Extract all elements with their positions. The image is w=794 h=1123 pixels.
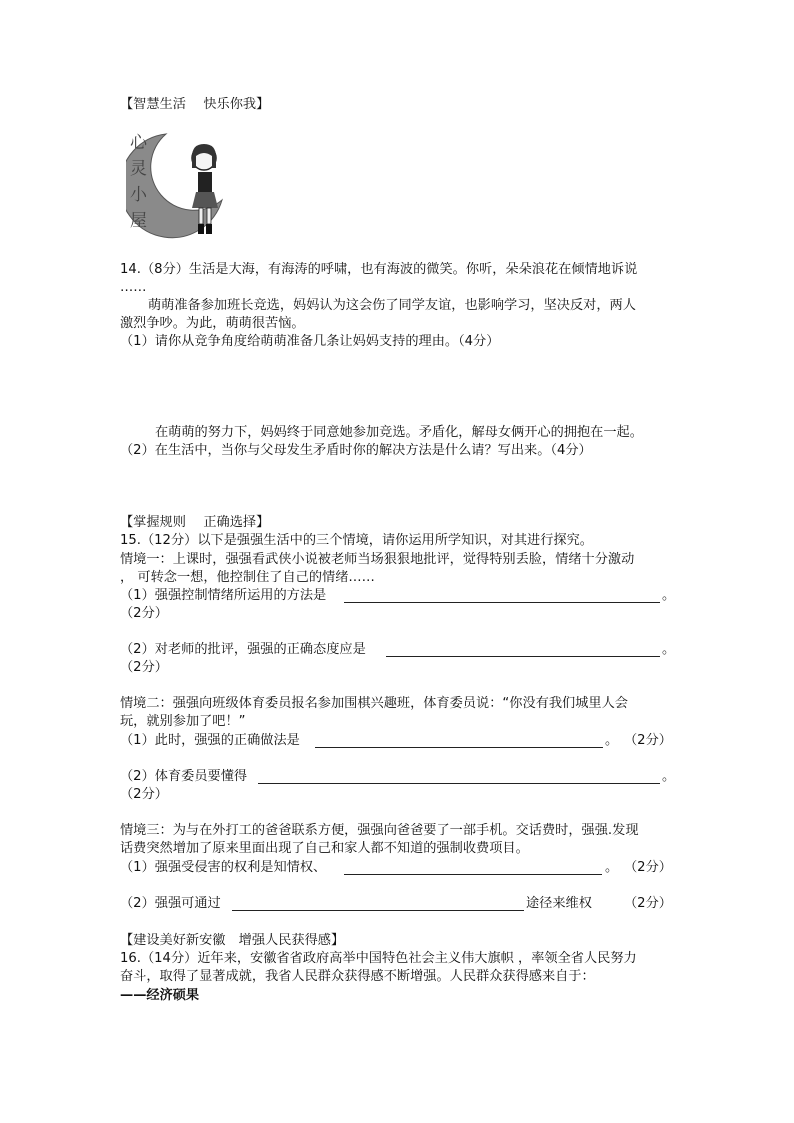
q15-s3-q2: （2）强强可通过 [120, 896, 221, 911]
q15-s2-q2: （2）体育委员要懂得 [120, 769, 248, 784]
q15-scenario3-line1: 情境三：为与在外打工的爸爸联系方便，强强向爸爸要了一部手机。交话费时，强强.发现 [120, 823, 639, 838]
q14-para-line2: 激烈争吵。为此，萌萌很苦恼。 [120, 316, 305, 331]
q15-scenario2-line2: 玩，就别参加了吧！” [120, 714, 246, 729]
q15-scenario3-line2: 话费突然增加了原来里面出现了自己和家人都不知道的强制收费项目。 [120, 841, 529, 856]
q16-line1: 16.（14分）近年来，安徽省省政府高举中国特色社会主义伟大旗帜 ，率领全省人民努力 [120, 951, 637, 966]
q15-s1-q2: （2）对老师的批评，强强的正确态度应是 [120, 642, 366, 657]
period: 。 [662, 642, 676, 657]
period: 。 [605, 860, 619, 875]
answer-blank-s3-q1[interactable] [344, 874, 602, 875]
q15-s3-q1-score: （2分） [624, 860, 672, 875]
q15-s1-q1-score: （2分） [120, 606, 168, 621]
q15-s1-q1: （1）强强控制情绪所运用的方法是 [120, 588, 327, 603]
period: 。 [662, 588, 676, 603]
q15-scenario1-line2: ， 可转念一想，他控制住了自己的情绪…… [120, 570, 375, 585]
image-caption-vertical: 心灵小屋 [130, 133, 147, 231]
q15-s3-q2-suffix: 途径来维权 [526, 896, 592, 911]
q15-stem: 15.（12分）以下是强强生活中的三个情境，请你运用所学知识，对其进行探究。 [120, 533, 593, 548]
section-heading-wisdom-life: 【智慧生活 快乐你我】 [120, 97, 270, 112]
q14-stem-line1: 14.（8分）生活是大海，有海涛的呼啸，也有海波的微笑。你听，朵朵浪花在倾情地诉说 [120, 262, 638, 277]
section-heading-rules: 【掌握规则 正确选择】 [120, 515, 270, 530]
q15-s2-q2-score: （2分） [120, 787, 168, 802]
section-heading-anhui: 【建设美好新安徽 增强人民获得感】 [120, 933, 345, 948]
q15-scenario1-line1: 情境一：上课时，强强看武侠小说被老师当场狠狠地批评，觉得特别丢脸，情绪十分激动 [120, 552, 635, 567]
answer-blank-s3-q2[interactable] [232, 910, 524, 911]
q15-s3-q1: （1）强强受侵害的权利是知情权、 [120, 860, 327, 875]
period: 。 [662, 769, 676, 784]
answer-blank-s2-q2[interactable] [258, 783, 660, 784]
q14-para-line1: 萌萌准备参加班长竞选，妈妈认为这会伤了同学友谊，也影响学习，坚决反对，两人 [148, 298, 636, 313]
q15-scenario2-line1: 情境二：强强向班级体育委员报名参加围棋兴趣班，体育委员说：“你没有我们城里人会 [120, 696, 628, 711]
q14-sub1: （1）请你从竞争角度给萌萌准备几条让妈妈支持的理由。（4分） [120, 334, 500, 349]
answer-blank-s1-q2[interactable] [386, 656, 660, 657]
q15-s2-q1: （1）此时，强强的正确做法是 [120, 733, 300, 748]
q14-para2: 在萌萌的努力下，妈妈终于同意她参加竞选。矛盾化，解母女俩开心的拥抱在一起。 [155, 425, 643, 440]
moon-girl-illustration [126, 124, 230, 246]
answer-blank-s1-q1[interactable] [344, 602, 660, 603]
q14-stem-line2: …… [120, 280, 147, 295]
q15-s2-q1-score: （2分） [624, 733, 672, 748]
q14-sub2: （2）在生活中，当你与父母发生矛盾时你的解决方法是什么请？写出来。（4分） [120, 443, 592, 458]
q15-s1-q2-score: （2分） [120, 660, 168, 675]
q16-subheading-economy: ——经济硕果 [120, 988, 200, 1003]
q15-s3-q2-score: （2分） [624, 896, 672, 911]
q16-line2: 奋斗，取得了显著成就，我省人民群众获得感不断增强。人民群众获得感来自于： [120, 969, 595, 984]
answer-blank-s2-q1[interactable] [315, 747, 603, 748]
period: 。 [605, 733, 619, 748]
